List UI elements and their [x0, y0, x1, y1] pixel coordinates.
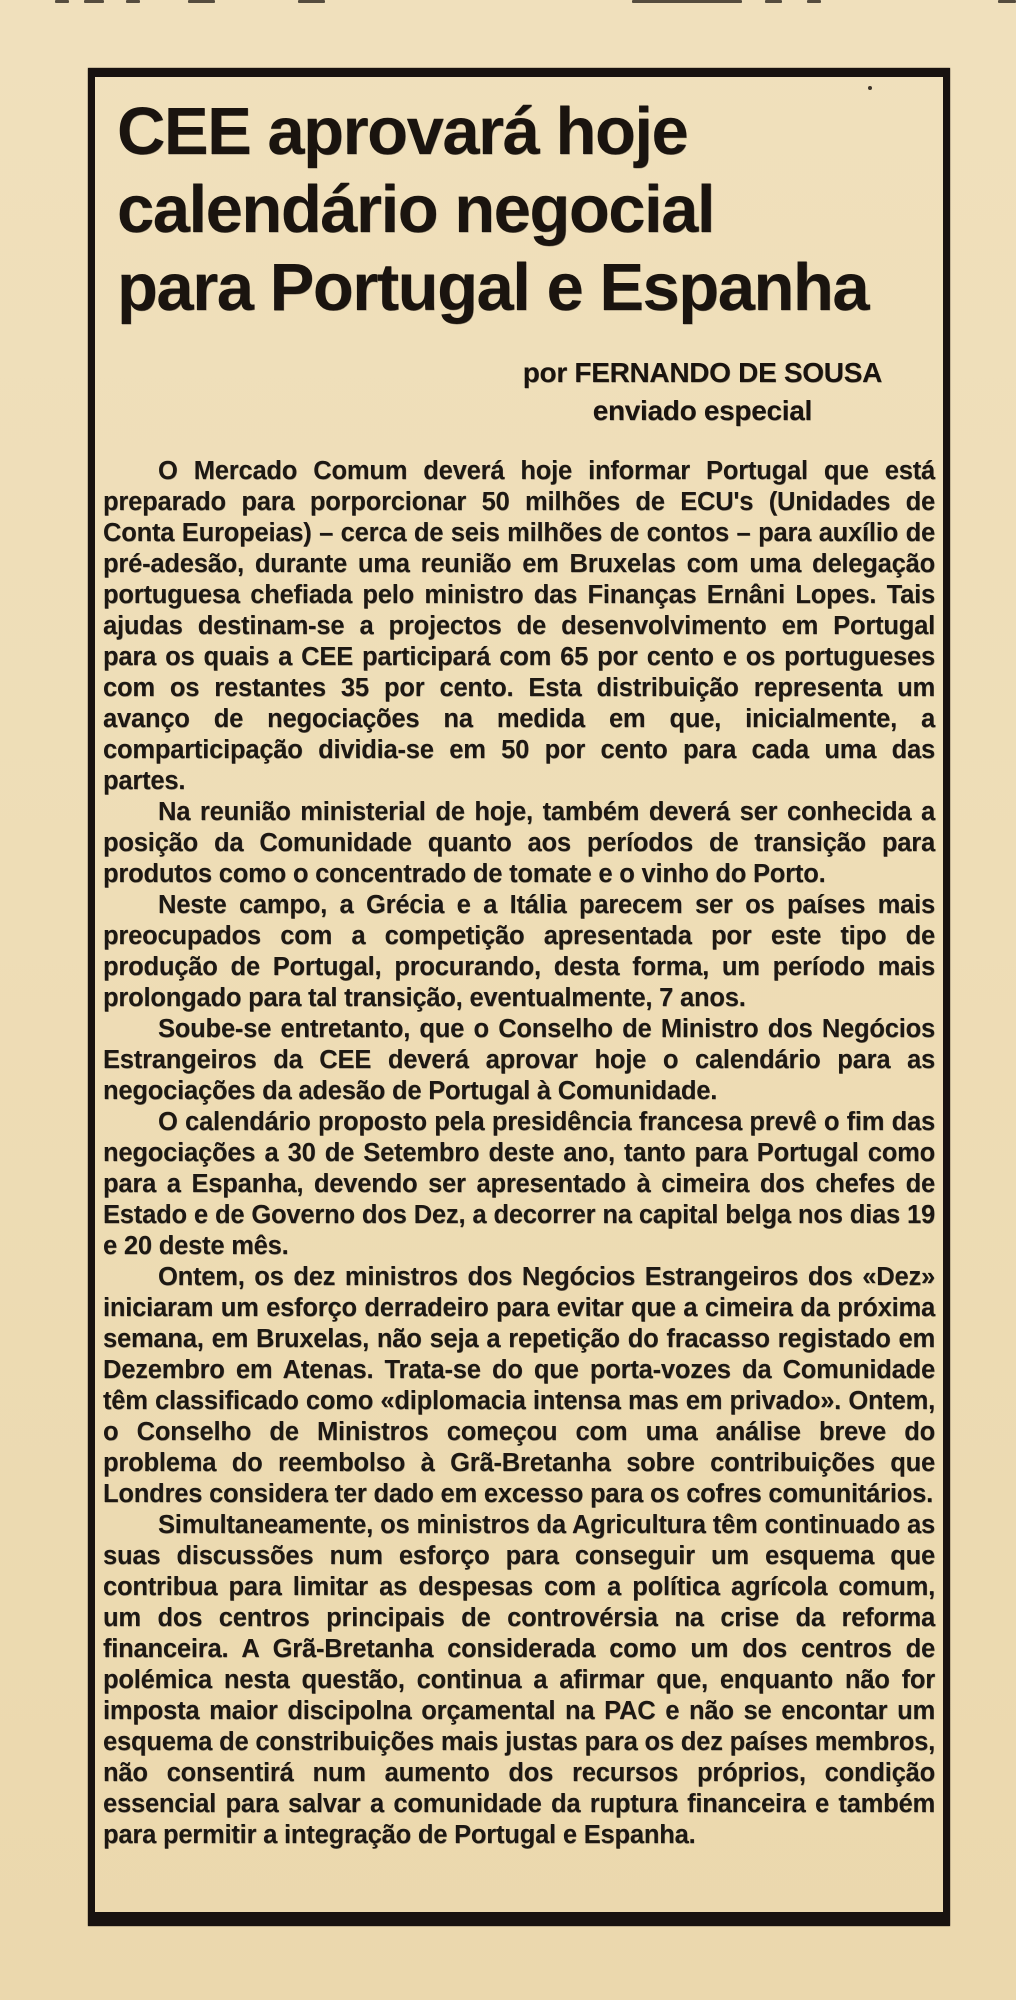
scan-edge-mark [84, 0, 104, 3]
byline-role: enviado especial [592, 395, 813, 426]
article-paragraph: O calendário proposto pela presidência francesa prevê o fim das negociações a 30 de Setembro deste ano, tanto para Portugal como para a Espanha, devendo ser apresentado à cimeira dos chefes de Estado e de Governo dos Dez, a decorrer na capital belga nos dias 19 e 20 deste mês. [103, 1108, 935, 1260]
article-body [101, 456, 937, 1851]
article-paragraph: Simultaneamente, os ministros da Agricultura têm continuado as suas discussões num esforço para conseguir um esquema que contribua para limitar as despesas com a política agrícola comum, um dos centros principais de controvérsia na crise da reforma financeira. A Grã-Bretanha considerada como um dos centros de polémica nesta questão, continua a afirmar que, enquanto não for imposta maior discipolna orçamental na PAC e não se encontar um esquema de constribuições mais justas para os dez países membros, não consentirá num aumento dos recursos próprios, condição essencial para salvar a comunidade da ruptura financeira e também para permitir a integração de Portugal e Espanha. [103, 1511, 935, 1849]
article-clipping-frame [88, 68, 950, 1926]
article-paragraph: Neste campo, a Grécia e a Itália parecem ser os países mais preocupados com a competição apresentada por este tipo de produção de Portugal, procurando, desta forma, um período mais prolongado para tal transição, eventualmente, 7 anos. [103, 891, 935, 1012]
article-paragraph: Ontem, os dez ministros dos Negócios Estrangeiros dos «Dez» iniciaram um esforço derradeiro para evitar que a cimeira da próxima semana, em Bruxelas, não seja a repetição do fracasso registado em Dezembro em Atenas. Trata-se do que porta-vozes da Comunidade têm classificado como «diplomacia intensa mas em privado». Ontem, o Conselho de Ministros começou com uma análise breve do problema do reembolso à Grã-Bretanha sobre contribuições que Londres considera ter dado em excesso para os cofres comunitários. [103, 1263, 935, 1508]
scan-edge-mark [998, 0, 1016, 3]
scan-edge-mark [126, 0, 140, 3]
byline [523, 354, 882, 430]
article-paragraph: O Mercado Comum deverá hoje informar Portugal que está preparado para porporcionar 50 milhões de ECU's (Unidades de Conta Europeias) – cerca de seis milhões de contos – para auxílio de pré-adesão, durante uma reunião em Bruxelas com uma delegação portuguesa chefiada pelo ministro das Finanças Ernâni Lopes. Tais ajudas destinam-se a projectos de desenvolvimento em Portugal para os quais a CEE participará com 65 por cento e os portugueses com os restantes 35 por cento. Esta distribuição representa um avanço de negociações na medida em que, inicialmente, a comparticipação dividia-se em 50 por cento para cada uma das partes. [103, 457, 935, 795]
headline-line-1: CEE aprovará hoje [117, 94, 688, 169]
scan-edge-mark [632, 0, 742, 3]
article-headline [117, 93, 937, 327]
headline-line-2: calendário negocial [117, 172, 715, 247]
scan-edge-mark [55, 0, 69, 3]
headline-line-3: para Portugal e Espanha [117, 250, 869, 325]
scan-edge-mark [807, 0, 821, 3]
scan-edge-mark [765, 0, 782, 3]
article-paragraph: Na reunião ministerial de hoje, também deverá ser conhecida a posição da Comunidade quanto aos períodos de transição para produtos como o concentrado de tomate e o vinho do Porto. [103, 798, 935, 888]
article-clipping [95, 93, 943, 1851]
scan-edge-mark [298, 0, 325, 3]
scan-edge-mark [188, 0, 215, 3]
byline-author: por FERNANDO DE SOUSA [522, 357, 882, 388]
article-paragraph: Soube-se entretanto, que o Conselho de Ministro dos Negócios Estrangeiros da CEE deverá aprovar hoje o calendário para as negociações da adesão de Portugal à Comunidade. [103, 1015, 935, 1105]
